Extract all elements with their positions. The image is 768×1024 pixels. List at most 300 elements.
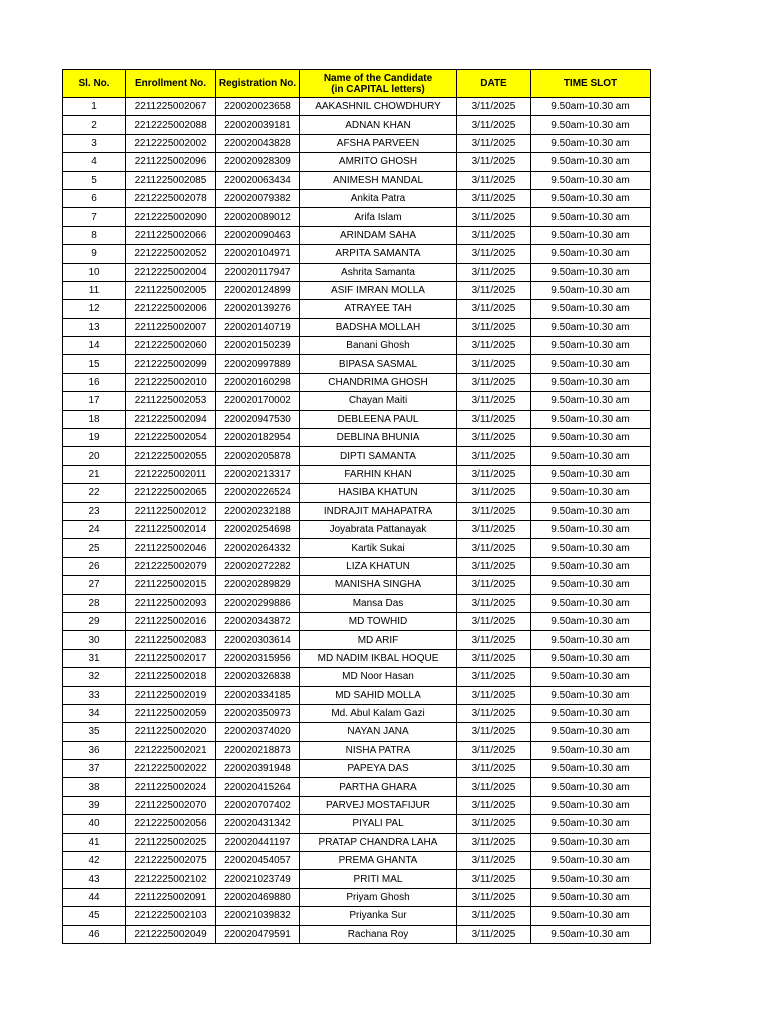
cell-sl-no: 20 — [63, 447, 126, 465]
cell-time-slot: 9.50am-10.30 am — [531, 392, 651, 410]
cell-candidate-name: Banani Ghosh — [300, 337, 457, 355]
cell-registration-no: 220020299886 — [216, 594, 300, 612]
cell-time-slot: 9.50am-10.30 am — [531, 723, 651, 741]
cell-registration-no: 220020441197 — [216, 833, 300, 851]
cell-enrollment-no: 2211225002025 — [126, 833, 216, 851]
cell-time-slot: 9.50am-10.30 am — [531, 484, 651, 502]
cell-enrollment-no: 2211225002017 — [126, 649, 216, 667]
cell-date: 3/11/2025 — [457, 686, 531, 704]
cell-enrollment-no: 2212225002099 — [126, 355, 216, 373]
table-row — [63, 263, 651, 281]
cell-registration-no: 220020150239 — [216, 337, 300, 355]
cell-registration-no: 220020079382 — [216, 189, 300, 207]
cell-time-slot: 9.50am-10.30 am — [531, 557, 651, 575]
cell-registration-no: 220020374020 — [216, 723, 300, 741]
cell-enrollment-no: 2212225002102 — [126, 870, 216, 888]
cell-candidate-name: AAKASHNIL CHOWDHURY — [300, 98, 457, 116]
cell-sl-no: 3 — [63, 134, 126, 152]
cell-sl-no: 14 — [63, 337, 126, 355]
cell-registration-no: 220020232188 — [216, 502, 300, 520]
cell-enrollment-no: 2211225002096 — [126, 153, 216, 171]
table-row — [63, 576, 651, 594]
table-row — [63, 760, 651, 778]
header-sl-no: Sl. No. — [63, 70, 126, 98]
table-row — [63, 502, 651, 520]
cell-time-slot: 9.50am-10.30 am — [531, 594, 651, 612]
cell-registration-no: 220020272282 — [216, 557, 300, 575]
cell-date: 3/11/2025 — [457, 98, 531, 116]
table-row — [63, 337, 651, 355]
cell-enrollment-no: 2212225002094 — [126, 410, 216, 428]
cell-candidate-name: MD Noor Hasan — [300, 668, 457, 686]
cell-enrollment-no: 2212225002088 — [126, 116, 216, 134]
table-row — [63, 888, 651, 906]
cell-sl-no: 15 — [63, 355, 126, 373]
cell-date: 3/11/2025 — [457, 925, 531, 943]
cell-sl-no: 31 — [63, 649, 126, 667]
cell-sl-no: 11 — [63, 281, 126, 299]
cell-enrollment-no: 2212225002078 — [126, 189, 216, 207]
cell-date: 3/11/2025 — [457, 116, 531, 134]
cell-date: 3/11/2025 — [457, 557, 531, 575]
cell-enrollment-no: 2211225002007 — [126, 318, 216, 336]
header-registration-no: Registration No. — [216, 70, 300, 98]
cell-time-slot: 9.50am-10.30 am — [531, 631, 651, 649]
table-row — [63, 318, 651, 336]
header-candidate-name-line2: (in CAPITAL letters) — [331, 83, 425, 95]
cell-date: 3/11/2025 — [457, 594, 531, 612]
cell-candidate-name: PRATAP CHANDRA LAHA — [300, 833, 457, 851]
cell-sl-no: 32 — [63, 668, 126, 686]
cell-sl-no: 37 — [63, 760, 126, 778]
table-body — [63, 98, 651, 944]
table-row — [63, 796, 651, 814]
cell-sl-no: 17 — [63, 392, 126, 410]
cell-date: 3/11/2025 — [457, 502, 531, 520]
cell-enrollment-no: 2212225002010 — [126, 373, 216, 391]
table-row — [63, 520, 651, 538]
cell-enrollment-no: 2212225002049 — [126, 925, 216, 943]
cell-candidate-name: INDRAJIT MAHAPATRA — [300, 502, 457, 520]
cell-enrollment-no: 2212225002075 — [126, 852, 216, 870]
cell-candidate-name: ADNAN KHAN — [300, 116, 457, 134]
cell-sl-no: 36 — [63, 741, 126, 759]
table-row — [63, 649, 651, 667]
cell-date: 3/11/2025 — [457, 484, 531, 502]
cell-registration-no: 220020140719 — [216, 318, 300, 336]
cell-time-slot: 9.50am-10.30 am — [531, 815, 651, 833]
cell-sl-no: 16 — [63, 373, 126, 391]
cell-time-slot: 9.50am-10.30 am — [531, 907, 651, 925]
table-row — [63, 465, 651, 483]
cell-enrollment-no: 2211225002085 — [126, 171, 216, 189]
cell-enrollment-no: 2212225002103 — [126, 907, 216, 925]
table-row — [63, 373, 651, 391]
cell-registration-no: 220020289829 — [216, 576, 300, 594]
cell-time-slot: 9.50am-10.30 am — [531, 410, 651, 428]
table-row — [63, 116, 651, 134]
cell-date: 3/11/2025 — [457, 741, 531, 759]
table-row — [63, 245, 651, 263]
cell-candidate-name: FARHIN KHAN — [300, 465, 457, 483]
table-row — [63, 281, 651, 299]
table-row — [63, 815, 651, 833]
table-row — [63, 134, 651, 152]
cell-enrollment-no: 2211225002024 — [126, 778, 216, 796]
cell-date: 3/11/2025 — [457, 612, 531, 630]
cell-candidate-name: Md. Abul Kalam Gazi — [300, 704, 457, 722]
cell-registration-no: 220020063434 — [216, 171, 300, 189]
cell-date: 3/11/2025 — [457, 465, 531, 483]
cell-registration-no: 220020170002 — [216, 392, 300, 410]
cell-candidate-name: DIPTI SAMANTA — [300, 447, 457, 465]
cell-registration-no: 220020117947 — [216, 263, 300, 281]
cell-registration-no: 220020343872 — [216, 612, 300, 630]
cell-time-slot: 9.50am-10.30 am — [531, 833, 651, 851]
table-row — [63, 484, 651, 502]
cell-enrollment-no: 2211225002018 — [126, 668, 216, 686]
cell-date: 3/11/2025 — [457, 134, 531, 152]
cell-sl-no: 39 — [63, 796, 126, 814]
cell-enrollment-no: 2211225002046 — [126, 539, 216, 557]
cell-registration-no: 220020205878 — [216, 447, 300, 465]
cell-sl-no: 6 — [63, 189, 126, 207]
cell-enrollment-no: 2211225002012 — [126, 502, 216, 520]
cell-date: 3/11/2025 — [457, 778, 531, 796]
cell-candidate-name: Ankita Patra — [300, 189, 457, 207]
cell-sl-no: 34 — [63, 704, 126, 722]
cell-time-slot: 9.50am-10.30 am — [531, 925, 651, 943]
cell-sl-no: 10 — [63, 263, 126, 281]
cell-candidate-name: AFSHA PARVEEN — [300, 134, 457, 152]
cell-sl-no: 43 — [63, 870, 126, 888]
cell-date: 3/11/2025 — [457, 649, 531, 667]
cell-sl-no: 19 — [63, 429, 126, 447]
cell-date: 3/11/2025 — [457, 576, 531, 594]
table-row — [63, 226, 651, 244]
cell-registration-no: 220020090463 — [216, 226, 300, 244]
table-row — [63, 778, 651, 796]
cell-enrollment-no: 2212225002056 — [126, 815, 216, 833]
cell-enrollment-no: 2211225002091 — [126, 888, 216, 906]
cell-candidate-name: HASIBA KHATUN — [300, 484, 457, 502]
cell-time-slot: 9.50am-10.30 am — [531, 686, 651, 704]
cell-sl-no: 5 — [63, 171, 126, 189]
cell-enrollment-no: 2212225002060 — [126, 337, 216, 355]
cell-enrollment-no: 2211225002067 — [126, 98, 216, 116]
cell-candidate-name: ATRAYEE TAH — [300, 300, 457, 318]
table-row — [63, 833, 651, 851]
cell-time-slot: 9.50am-10.30 am — [531, 870, 651, 888]
cell-date: 3/11/2025 — [457, 392, 531, 410]
header-enrollment-no: Enrollment No. — [126, 70, 216, 98]
cell-time-slot: 9.50am-10.30 am — [531, 226, 651, 244]
cell-registration-no: 220020226524 — [216, 484, 300, 502]
cell-enrollment-no: 2212225002065 — [126, 484, 216, 502]
cell-registration-no: 220020469880 — [216, 888, 300, 906]
cell-sl-no: 21 — [63, 465, 126, 483]
cell-time-slot: 9.50am-10.30 am — [531, 465, 651, 483]
cell-time-slot: 9.50am-10.30 am — [531, 576, 651, 594]
cell-sl-no: 18 — [63, 410, 126, 428]
cell-enrollment-no: 2212225002011 — [126, 465, 216, 483]
cell-time-slot: 9.50am-10.30 am — [531, 98, 651, 116]
cell-time-slot: 9.50am-10.30 am — [531, 281, 651, 299]
cell-enrollment-no: 2211225002015 — [126, 576, 216, 594]
cell-candidate-name: ASIF IMRAN MOLLA — [300, 281, 457, 299]
cell-enrollment-no: 2212225002022 — [126, 760, 216, 778]
cell-candidate-name: Arifa Islam — [300, 208, 457, 226]
cell-registration-no: 220020391948 — [216, 760, 300, 778]
header-row — [63, 70, 651, 98]
cell-sl-no: 35 — [63, 723, 126, 741]
cell-date: 3/11/2025 — [457, 704, 531, 722]
cell-registration-no: 220020454057 — [216, 852, 300, 870]
cell-enrollment-no: 2211225002019 — [126, 686, 216, 704]
cell-candidate-name: DEBLEENA PAUL — [300, 410, 457, 428]
table-row — [63, 392, 651, 410]
cell-time-slot: 9.50am-10.30 am — [531, 263, 651, 281]
table-row — [63, 355, 651, 373]
cell-time-slot: 9.50am-10.30 am — [531, 116, 651, 134]
cell-registration-no: 220020303614 — [216, 631, 300, 649]
cell-enrollment-no: 2211225002020 — [126, 723, 216, 741]
cell-time-slot: 9.50am-10.30 am — [531, 502, 651, 520]
cell-candidate-name: BIPASA SASMAL — [300, 355, 457, 373]
cell-time-slot: 9.50am-10.30 am — [531, 668, 651, 686]
cell-candidate-name: PARVEJ MOSTAFIJUR — [300, 796, 457, 814]
cell-date: 3/11/2025 — [457, 447, 531, 465]
table-row — [63, 612, 651, 630]
cell-registration-no: 220021039832 — [216, 907, 300, 925]
cell-candidate-name: BADSHA MOLLAH — [300, 318, 457, 336]
cell-registration-no: 220020139276 — [216, 300, 300, 318]
cell-time-slot: 9.50am-10.30 am — [531, 189, 651, 207]
table-row — [63, 668, 651, 686]
header-candidate-name-line1: Name of the Candidate — [323, 72, 433, 84]
cell-registration-no: 220020334185 — [216, 686, 300, 704]
cell-registration-no: 220020947530 — [216, 410, 300, 428]
cell-time-slot: 9.50am-10.30 am — [531, 539, 651, 557]
cell-registration-no: 220020431342 — [216, 815, 300, 833]
cell-enrollment-no: 2212225002055 — [126, 447, 216, 465]
cell-registration-no: 220020023658 — [216, 98, 300, 116]
cell-sl-no: 29 — [63, 612, 126, 630]
cell-sl-no: 7 — [63, 208, 126, 226]
cell-sl-no: 33 — [63, 686, 126, 704]
cell-registration-no: 220020039181 — [216, 116, 300, 134]
cell-date: 3/11/2025 — [457, 171, 531, 189]
cell-registration-no: 220020479591 — [216, 925, 300, 943]
table-row — [63, 870, 651, 888]
cell-enrollment-no: 2211225002053 — [126, 392, 216, 410]
table-row — [63, 153, 651, 171]
cell-time-slot: 9.50am-10.30 am — [531, 741, 651, 759]
cell-enrollment-no: 2211225002005 — [126, 281, 216, 299]
cell-sl-no: 41 — [63, 833, 126, 851]
cell-registration-no: 220020160298 — [216, 373, 300, 391]
cell-candidate-name: MANISHA SINGHA — [300, 576, 457, 594]
header-candidate-name — [300, 70, 457, 98]
cell-date: 3/11/2025 — [457, 888, 531, 906]
cell-enrollment-no: 2212225002004 — [126, 263, 216, 281]
cell-enrollment-no: 2211225002016 — [126, 612, 216, 630]
cell-registration-no: 220020928309 — [216, 153, 300, 171]
cell-sl-no: 12 — [63, 300, 126, 318]
cell-candidate-name: PIYALI PAL — [300, 815, 457, 833]
cell-sl-no: 23 — [63, 502, 126, 520]
cell-enrollment-no: 2212225002021 — [126, 741, 216, 759]
cell-candidate-name: NAYAN JANA — [300, 723, 457, 741]
candidate-table — [62, 69, 651, 944]
cell-sl-no: 22 — [63, 484, 126, 502]
cell-enrollment-no: 2211225002066 — [126, 226, 216, 244]
cell-candidate-name: PAPEYA DAS — [300, 760, 457, 778]
cell-sl-no: 30 — [63, 631, 126, 649]
cell-date: 3/11/2025 — [457, 852, 531, 870]
cell-candidate-name: Kartik Sukai — [300, 539, 457, 557]
cell-registration-no: 220021023749 — [216, 870, 300, 888]
table-row — [63, 171, 651, 189]
cell-candidate-name: Priyam Ghosh — [300, 888, 457, 906]
cell-registration-no: 220020182954 — [216, 429, 300, 447]
cell-registration-no: 220020213317 — [216, 465, 300, 483]
cell-time-slot: 9.50am-10.30 am — [531, 355, 651, 373]
cell-registration-no: 220020104971 — [216, 245, 300, 263]
cell-enrollment-no: 2212225002052 — [126, 245, 216, 263]
cell-sl-no: 40 — [63, 815, 126, 833]
cell-date: 3/11/2025 — [457, 723, 531, 741]
cell-registration-no: 220020997889 — [216, 355, 300, 373]
cell-date: 3/11/2025 — [457, 815, 531, 833]
cell-sl-no: 42 — [63, 852, 126, 870]
cell-sl-no: 27 — [63, 576, 126, 594]
cell-enrollment-no: 2212225002079 — [126, 557, 216, 575]
cell-date: 3/11/2025 — [457, 300, 531, 318]
table-row — [63, 686, 651, 704]
table-row — [63, 704, 651, 722]
cell-sl-no: 2 — [63, 116, 126, 134]
table-row — [63, 189, 651, 207]
cell-enrollment-no: 2211225002070 — [126, 796, 216, 814]
table-row — [63, 631, 651, 649]
cell-time-slot: 9.50am-10.30 am — [531, 796, 651, 814]
table-row — [63, 741, 651, 759]
cell-registration-no: 220020415264 — [216, 778, 300, 796]
cell-date: 3/11/2025 — [457, 668, 531, 686]
cell-date: 3/11/2025 — [457, 226, 531, 244]
cell-candidate-name: Joyabrata Pattanayak — [300, 520, 457, 538]
cell-candidate-name: MD TOWHID — [300, 612, 457, 630]
cell-candidate-name: Priyanka Sur — [300, 907, 457, 925]
cell-time-slot: 9.50am-10.30 am — [531, 778, 651, 796]
cell-registration-no: 220020124899 — [216, 281, 300, 299]
cell-date: 3/11/2025 — [457, 539, 531, 557]
candidate-schedule-sheet — [62, 69, 651, 944]
table-row — [63, 907, 651, 925]
cell-enrollment-no: 2211225002014 — [126, 520, 216, 538]
cell-sl-no: 28 — [63, 594, 126, 612]
cell-date: 3/11/2025 — [457, 208, 531, 226]
cell-time-slot: 9.50am-10.30 am — [531, 760, 651, 778]
cell-sl-no: 26 — [63, 557, 126, 575]
cell-candidate-name: CHANDRIMA GHOSH — [300, 373, 457, 391]
cell-date: 3/11/2025 — [457, 355, 531, 373]
cell-sl-no: 4 — [63, 153, 126, 171]
cell-candidate-name: AMRITO GHOSH — [300, 153, 457, 171]
cell-sl-no: 45 — [63, 907, 126, 925]
cell-date: 3/11/2025 — [457, 373, 531, 391]
cell-date: 3/11/2025 — [457, 318, 531, 336]
cell-enrollment-no: 2211225002083 — [126, 631, 216, 649]
cell-candidate-name: ANIMESH MANDAL — [300, 171, 457, 189]
table-row — [63, 410, 651, 428]
cell-sl-no: 46 — [63, 925, 126, 943]
cell-candidate-name: LIZA KHATUN — [300, 557, 457, 575]
cell-time-slot: 9.50am-10.30 am — [531, 208, 651, 226]
cell-candidate-name: ARINDAM SAHA — [300, 226, 457, 244]
cell-time-slot: 9.50am-10.30 am — [531, 318, 651, 336]
cell-registration-no: 220020326838 — [216, 668, 300, 686]
cell-time-slot: 9.50am-10.30 am — [531, 153, 651, 171]
cell-date: 3/11/2025 — [457, 263, 531, 281]
cell-sl-no: 9 — [63, 245, 126, 263]
table-row — [63, 447, 651, 465]
cell-enrollment-no: 2212225002090 — [126, 208, 216, 226]
cell-time-slot: 9.50am-10.30 am — [531, 429, 651, 447]
table-header — [63, 70, 651, 98]
cell-date: 3/11/2025 — [457, 245, 531, 263]
cell-date: 3/11/2025 — [457, 189, 531, 207]
cell-enrollment-no: 2211225002093 — [126, 594, 216, 612]
cell-date: 3/11/2025 — [457, 870, 531, 888]
cell-sl-no: 8 — [63, 226, 126, 244]
cell-sl-no: 38 — [63, 778, 126, 796]
cell-time-slot: 9.50am-10.30 am — [531, 649, 651, 667]
cell-time-slot: 9.50am-10.30 am — [531, 245, 651, 263]
cell-candidate-name: Ashrita Samanta — [300, 263, 457, 281]
table-row — [63, 723, 651, 741]
cell-sl-no: 13 — [63, 318, 126, 336]
cell-registration-no: 220020089012 — [216, 208, 300, 226]
cell-candidate-name: NISHA PATRA — [300, 741, 457, 759]
cell-sl-no: 44 — [63, 888, 126, 906]
cell-candidate-name: PREMA GHANTA — [300, 852, 457, 870]
cell-time-slot: 9.50am-10.30 am — [531, 300, 651, 318]
cell-date: 3/11/2025 — [457, 429, 531, 447]
cell-candidate-name: PRITI MAL — [300, 870, 457, 888]
cell-candidate-name: Mansa Das — [300, 594, 457, 612]
cell-enrollment-no: 2211225002059 — [126, 704, 216, 722]
cell-candidate-name: MD ARIF — [300, 631, 457, 649]
cell-enrollment-no: 2212225002006 — [126, 300, 216, 318]
cell-date: 3/11/2025 — [457, 631, 531, 649]
header-time-slot: TIME SLOT — [531, 70, 651, 98]
cell-time-slot: 9.50am-10.30 am — [531, 337, 651, 355]
header-date: DATE — [457, 70, 531, 98]
table-row — [63, 594, 651, 612]
cell-enrollment-no: 2212225002002 — [126, 134, 216, 152]
table-row — [63, 98, 651, 116]
cell-registration-no: 220020218873 — [216, 741, 300, 759]
cell-time-slot: 9.50am-10.30 am — [531, 134, 651, 152]
cell-sl-no: 24 — [63, 520, 126, 538]
cell-time-slot: 9.50am-10.30 am — [531, 888, 651, 906]
cell-time-slot: 9.50am-10.30 am — [531, 373, 651, 391]
cell-registration-no: 220020315956 — [216, 649, 300, 667]
cell-enrollment-no: 2212225002054 — [126, 429, 216, 447]
cell-candidate-name: MD SAHID MOLLA — [300, 686, 457, 704]
